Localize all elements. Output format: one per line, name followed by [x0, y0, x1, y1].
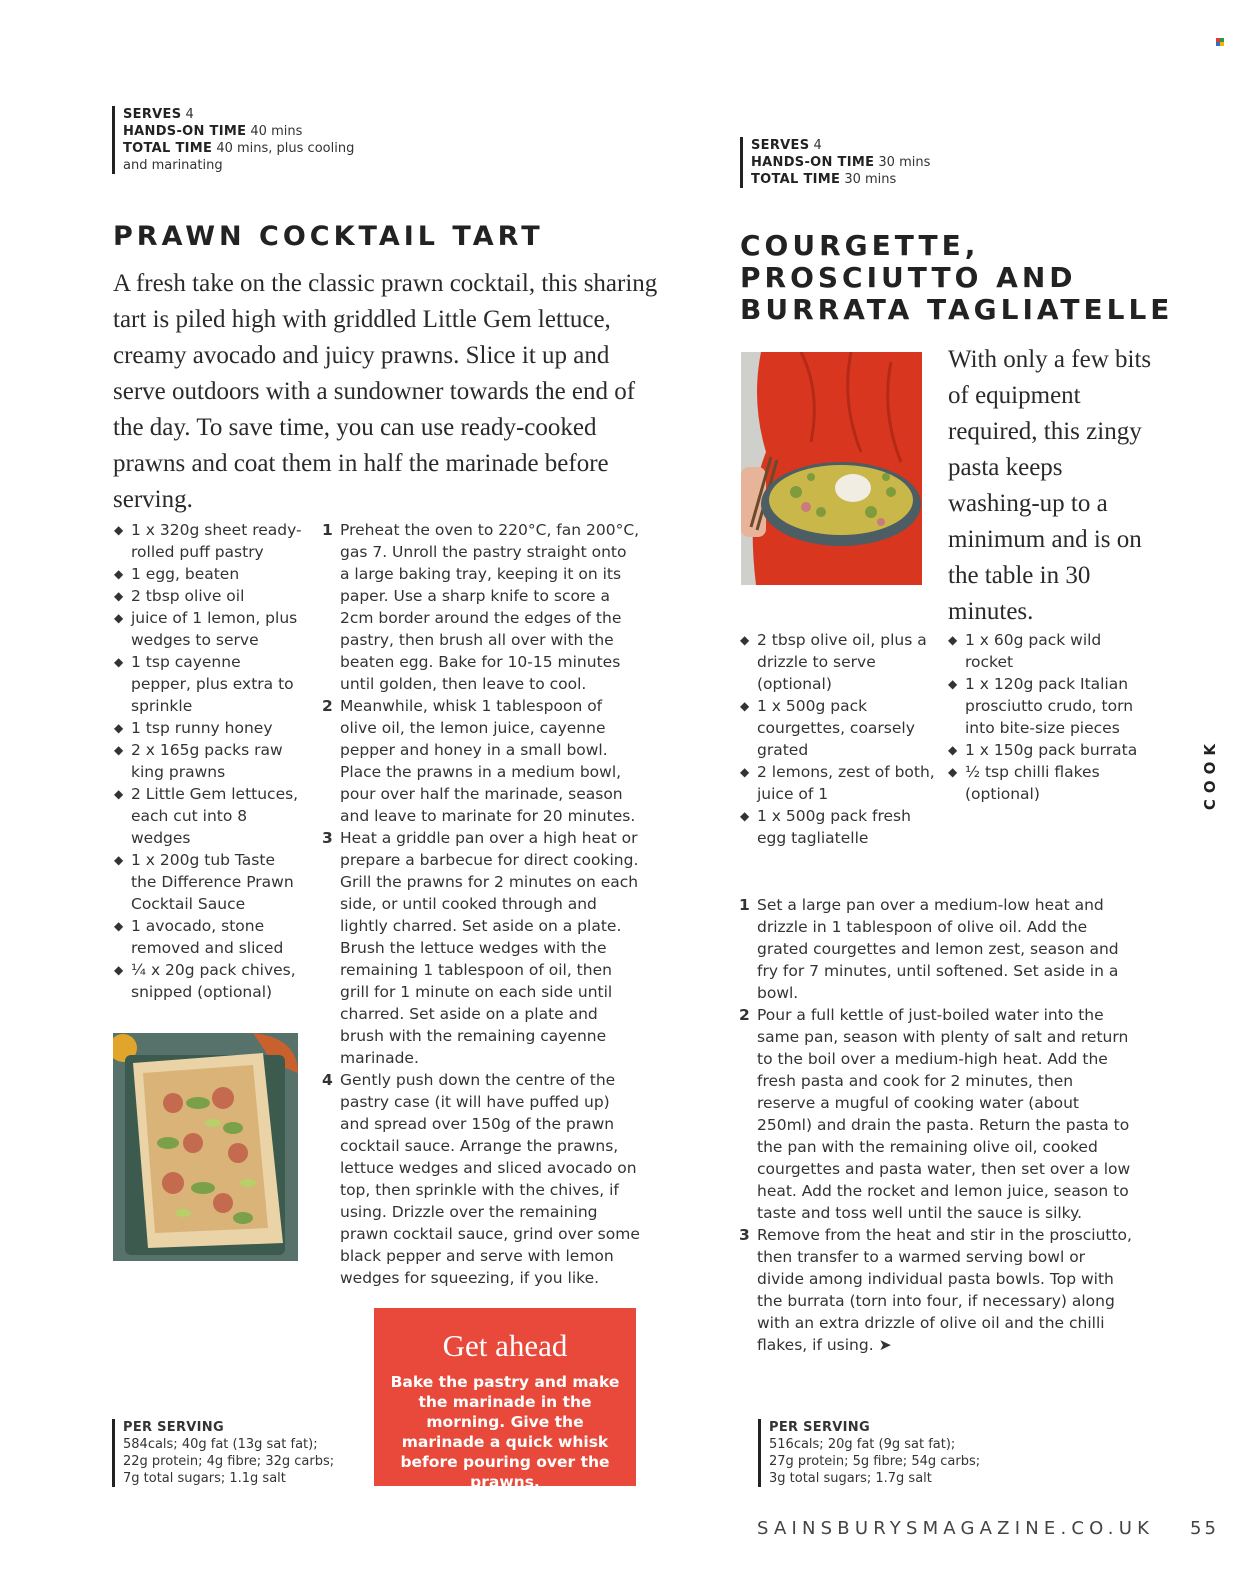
- step-number: 3: [322, 829, 333, 847]
- ingredient-item: ◆ 2 tbsp olive oil, plus a drizzle to serve (optional): [740, 629, 935, 695]
- step-number: 2: [739, 1006, 750, 1024]
- method-step: [739, 894, 1134, 1004]
- ingredient-item: ◆ ½ tsp chilli flakes (optional): [948, 761, 1148, 805]
- get-ahead-body: Bake the pastry and make the marinade in the morning. Give the marinade a quick whisk before pouring over the prawns.: [390, 1373, 620, 1491]
- total-time-label: TOTAL TIME: [123, 141, 213, 156]
- step-text: Meanwhile, whisk 1 tablespoon of olive oil, the lemon juice, cayenne pepper and honey in a small bowl. Place the prawns in a medium bowl, pour over half the marinade, season and leave to marinate for 20 minutes.: [340, 697, 636, 825]
- per-serving-label: PER SERVING: [123, 1420, 224, 1435]
- ingredient-item: ◆ 1 x 60g pack wild rocket: [948, 629, 1148, 673]
- step-text: Preheat the oven to 220°C, fan 200°C, gas 7. Unroll the pastry straight onto a large baking tray, keeping it on its paper. Use a sharp knife to score a 2cm border around the edges of the pastry, then brush all over with the beaten egg. Bake for 10-15 minutes until golden, then leave to cool.: [340, 521, 640, 693]
- ingredient-item: ◆ juice of 1 lemon, plus wedges to serve: [114, 607, 304, 651]
- step-text: Set a large pan over a medium-low heat and drizzle in 1 tablespoon of olive oil. Add the grated courgettes and lemon zest, season and fry for 7 minutes, until softened. Set aside in a bowl.: [757, 896, 1119, 1002]
- left-recipe-intro: A fresh take on the classic prawn cocktail, this sharing tart is piled high with griddled Little Gem lettuce, creamy avocado and juicy prawns. Slice it up and serve outdoors with a sundowner towards the end of the day. To save time, you can use ready-cooked prawns and coat them in half the marinade before serving.: [113, 270, 658, 513]
- hands-on-label: HANDS-ON TIME: [751, 155, 875, 170]
- right-recipe-title: [740, 230, 1173, 326]
- ingredient-item: ◆ 1 egg, beaten: [114, 563, 304, 585]
- pasta-dish-photo: [741, 352, 922, 585]
- title-line: COURGETTE,: [740, 229, 980, 262]
- right-ingredients-col2: [948, 629, 1148, 805]
- get-ahead-heading: Get ahead: [442, 1328, 568, 1363]
- right-method-steps: [739, 894, 1134, 1356]
- ingredient-item: ◆ 1 x 500g pack courgettes, coarsely grated: [740, 695, 935, 761]
- ingredient-item: ◆ 1 x 150g pack burrata: [948, 739, 1148, 761]
- ingredient-item: ◆ 1 avocado, stone removed and sliced: [114, 915, 304, 959]
- total-time-label: TOTAL TIME: [751, 172, 841, 187]
- method-step: [322, 827, 640, 1069]
- step-text: Remove from the heat and stir in the prosciutto, then transfer to a warmed serving bowl or divide among individual pasta bowls. Top with the burrata (torn into four, if necessary) along with an extra drizzle of olive oil and the chilli flakes, if using. ➤: [757, 1226, 1132, 1354]
- serves-label: SERVES: [123, 107, 182, 122]
- right-per-serving: [758, 1419, 1019, 1487]
- hands-on-value: 30 mins: [878, 155, 931, 170]
- right-recipe-intro: With only a few bits of equipment required, this zingy pasta keeps washing-up to a minimum and is on the table in 30 minutes.: [948, 346, 1152, 625]
- ingredient-item: ◆ ¼ x 20g pack chives, snipped (optional): [114, 959, 304, 1003]
- per-serving-line: 3g total sugars; 1.7g salt: [769, 1471, 932, 1486]
- step-text: Gently push down the centre of the pastry case (it will have puffed up) and spread over 150g of the prawn cocktail sauce. Arrange the prawns, lettuce wedges and sliced avocado on top, then sprinkle with the chives, if using. Drizzle over the remaining prawn cocktail sauce, grind over some black pepper and serve with lemon wedges for squeezing, if you like.: [340, 1071, 640, 1287]
- total-time-value: 30 mins: [844, 172, 897, 187]
- hands-on-value: 40 mins: [250, 124, 303, 139]
- corner-logo-icon: [1216, 31, 1224, 39]
- step-number: 2: [322, 697, 333, 715]
- right-recipe-meta: [740, 137, 1051, 188]
- step-number: 3: [739, 1226, 750, 1244]
- page-number: 55: [1190, 1518, 1219, 1539]
- left-per-serving: [112, 1419, 373, 1487]
- step-number: 4: [322, 1071, 333, 1089]
- total-time-extra: and marinating: [123, 158, 223, 173]
- ingredient-item: ◆ 1 tsp runny honey: [114, 717, 304, 739]
- total-time-value: 40 mins, plus cooling: [216, 141, 355, 156]
- ingredient-item: ◆ 2 lemons, zest of both, juice of 1: [740, 761, 935, 805]
- serves-label: SERVES: [751, 138, 810, 153]
- get-ahead-box: [374, 1308, 636, 1491]
- serves-value: 4: [185, 107, 194, 122]
- left-recipe-meta: [112, 106, 423, 174]
- ingredient-item: ◆ 1 x 320g sheet ready-rolled puff pastry: [114, 519, 304, 563]
- ingredient-item: ◆ 2 tbsp olive oil: [114, 585, 304, 607]
- serves-value: 4: [813, 138, 822, 153]
- section-side-tab: COOK: [1201, 737, 1219, 811]
- method-step: [322, 695, 640, 827]
- per-serving-line: 22g protein; 4g fibre; 32g carbs;: [123, 1454, 335, 1469]
- prawn-tart-photo: [113, 1033, 298, 1261]
- per-serving-line: 7g total sugars; 1.1g salt: [123, 1471, 286, 1486]
- ingredient-item: ◆ 1 x 200g tub Taste the Difference Prawn Cocktail Sauce: [114, 849, 304, 915]
- per-serving-line: 584cals; 40g fat (13g sat fat);: [123, 1437, 318, 1452]
- per-serving-line: 27g protein; 5g fibre; 54g carbs;: [769, 1454, 981, 1469]
- title-line: BURRATA TAGLIATELLE: [740, 293, 1174, 326]
- right-ingredients-col1: [740, 629, 935, 849]
- method-step: [739, 1224, 1134, 1356]
- method-step: [739, 1004, 1134, 1224]
- footer-site-url: SAINSBURYSMAGAZINE.CO.UK: [757, 1518, 1155, 1539]
- left-ingredients-list: [114, 519, 304, 1003]
- step-text: Heat a griddle pan over a high heat or prepare a barbecue for direct cooking. Grill the prawns for 2 minutes on each side, or until cooked through and lightly charred. Set aside on a plate. Brush the lettuce wedges with the remaining 1 tablespoon of oil, then grill for 1 minute on each side until charred. Set aside on a plate and brush with the remaining cayenne marinade.: [340, 829, 639, 1067]
- ingredient-item: ◆ 1 tsp cayenne pepper, plus extra to sprinkle: [114, 651, 304, 717]
- ingredient-item: ◆ 2 Little Gem lettuces, each cut into 8 wedges: [114, 783, 304, 849]
- method-step: [322, 1069, 640, 1289]
- ingredient-item: ◆ 2 x 165g packs raw king prawns: [114, 739, 304, 783]
- left-recipe-title: PRAWN COCKTAIL TART: [113, 221, 544, 252]
- title-line: PROSCIUTTO AND: [740, 261, 1077, 294]
- method-step: [322, 519, 640, 695]
- per-serving-label: PER SERVING: [769, 1420, 870, 1435]
- per-serving-line: 516cals; 20g fat (9g sat fat);: [769, 1437, 956, 1452]
- ingredient-item: ◆ 1 x 120g pack Italian prosciutto crudo, torn into bite-size pieces: [948, 673, 1148, 739]
- step-number: 1: [739, 896, 750, 914]
- left-method-steps: [322, 519, 640, 1289]
- hands-on-label: HANDS-ON TIME: [123, 124, 247, 139]
- step-number: 1: [322, 521, 333, 539]
- step-text: Pour a full kettle of just-boiled water into the same pan, season with plenty of salt and return to the boil over a medium-high heat. Add the fresh pasta and cook for 2 minutes, then reserve a mugful of cooking water (about 250ml) and drain the pasta. Return the pasta to the pan with the remaining olive oil, cooked courgettes and pasta water, then set over a low heat. Add the rocket and lemon juice, season to taste and toss well until the sauce is silky.: [757, 1006, 1131, 1222]
- ingredient-item: ◆ 1 x 500g pack fresh egg tagliatelle: [740, 805, 935, 849]
